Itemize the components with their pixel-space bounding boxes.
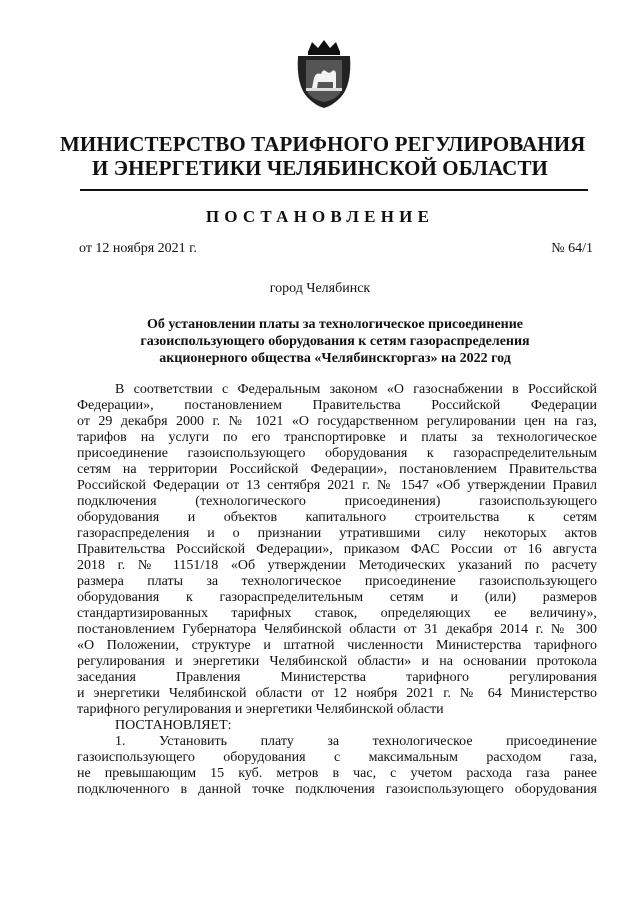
document-city: город Челябинск bbox=[269, 281, 371, 296]
coat-of-arms-icon bbox=[294, 38, 354, 110]
header-divider bbox=[80, 189, 588, 191]
document-body bbox=[77, 382, 597, 798]
document-date: от 12 ноября 2021 г. bbox=[79, 241, 197, 256]
item-line: 1. Установить плату за технологическое присоединение bbox=[115, 734, 597, 749]
body-line: тарифов на услуги по его транспортировке и платы за технологическое bbox=[77, 430, 597, 445]
item-line: подключенного в данной точке подключения газоиспользующего оборудования bbox=[77, 782, 597, 797]
body-line: В соответствии с Федеральным законом «О газоснабжении в Российской bbox=[115, 382, 597, 397]
ministry-name-line-1: МИНИСТЕРСТВО ТАРИФНОГО РЕГУЛИРОВАНИЯ bbox=[60, 132, 586, 156]
body-line: тарифного регулирования и энергетики Челябинской области bbox=[77, 702, 444, 717]
body-line: и энергетики Челябинской области от 12 ноября 2021 г. № 64 Министерство bbox=[77, 686, 597, 701]
title-line: акционерного общества «Челябинскгоргаз» на 2022 год bbox=[159, 351, 511, 366]
ministry-name bbox=[60, 132, 586, 180]
body-line: газораспределения и о признании утратившими силу некоторых актов bbox=[77, 526, 597, 541]
ministry-name-line-2: И ЭНЕРГЕТИКИ ЧЕЛЯБИНСКОЙ ОБЛАСТИ bbox=[92, 156, 548, 180]
body-line: оборудования и объектов капитального строительства к сетям bbox=[77, 510, 597, 525]
document-number: № 64/1 bbox=[551, 241, 593, 256]
document-type: ПОСТАНОВЛЕНИЕ bbox=[205, 207, 435, 226]
resolves-heading: ПОСТАНОВЛЯЕТ: bbox=[115, 718, 232, 733]
body-line: «О Положении, структуре и штатной численности Министерства тарифного bbox=[77, 638, 597, 653]
body-line: Федерации», постановлением Правительства Российской Федерации bbox=[77, 398, 597, 413]
body-line: оборудования к газораспределительным сетям и (или) размеров bbox=[77, 590, 597, 605]
body-line: постановлением Губернатора Челябинской области от 31 декабря 2014 г. № 300 bbox=[77, 622, 597, 637]
item-line: не превышающим 15 куб. метров в час, с учетом расхода газа ранее bbox=[77, 766, 597, 781]
body-line: размера платы за технологическое присоединение газоиспользующего bbox=[77, 574, 597, 589]
body-line: присоединение газоиспользующего оборудования к газораспределительным bbox=[77, 446, 597, 461]
body-line: от 29 декабря 2000 г. № 1021 «О государственном регулировании цен на газ, bbox=[77, 414, 597, 429]
body-line: 2018 г. № 1151/18 «Об утверждении Методических указаний по расчету bbox=[77, 558, 597, 573]
body-line: заседания Правления Министерства тарифного регулирования bbox=[77, 670, 597, 685]
body-line: Российской Федерации от 13 сентября 2021 г. № 1547 «Об утверждении Правил bbox=[77, 478, 597, 493]
title-line: Об установлении платы за технологическое присоединение bbox=[146, 317, 524, 332]
body-line: сетям на территории Российской Федерации», постановлением Правительства bbox=[77, 462, 597, 477]
body-line: стандартизированных тарифных ставок, определяющих ее величину», bbox=[77, 606, 597, 621]
title-line: газоиспользующего оборудования к сетям газораспределения bbox=[140, 334, 530, 349]
body-line: Правительства Российской Федерации», приказом ФАС России от 16 августа bbox=[77, 542, 597, 557]
item-line: газоиспользующего оборудования с максимальным расходом газа, bbox=[77, 750, 597, 765]
document-title bbox=[80, 316, 590, 367]
body-line: регулирования и энергетики Челябинской области» и на основании протокола bbox=[77, 654, 597, 669]
body-line: подключения (технологического присоединения) газоиспользующего bbox=[77, 494, 597, 509]
